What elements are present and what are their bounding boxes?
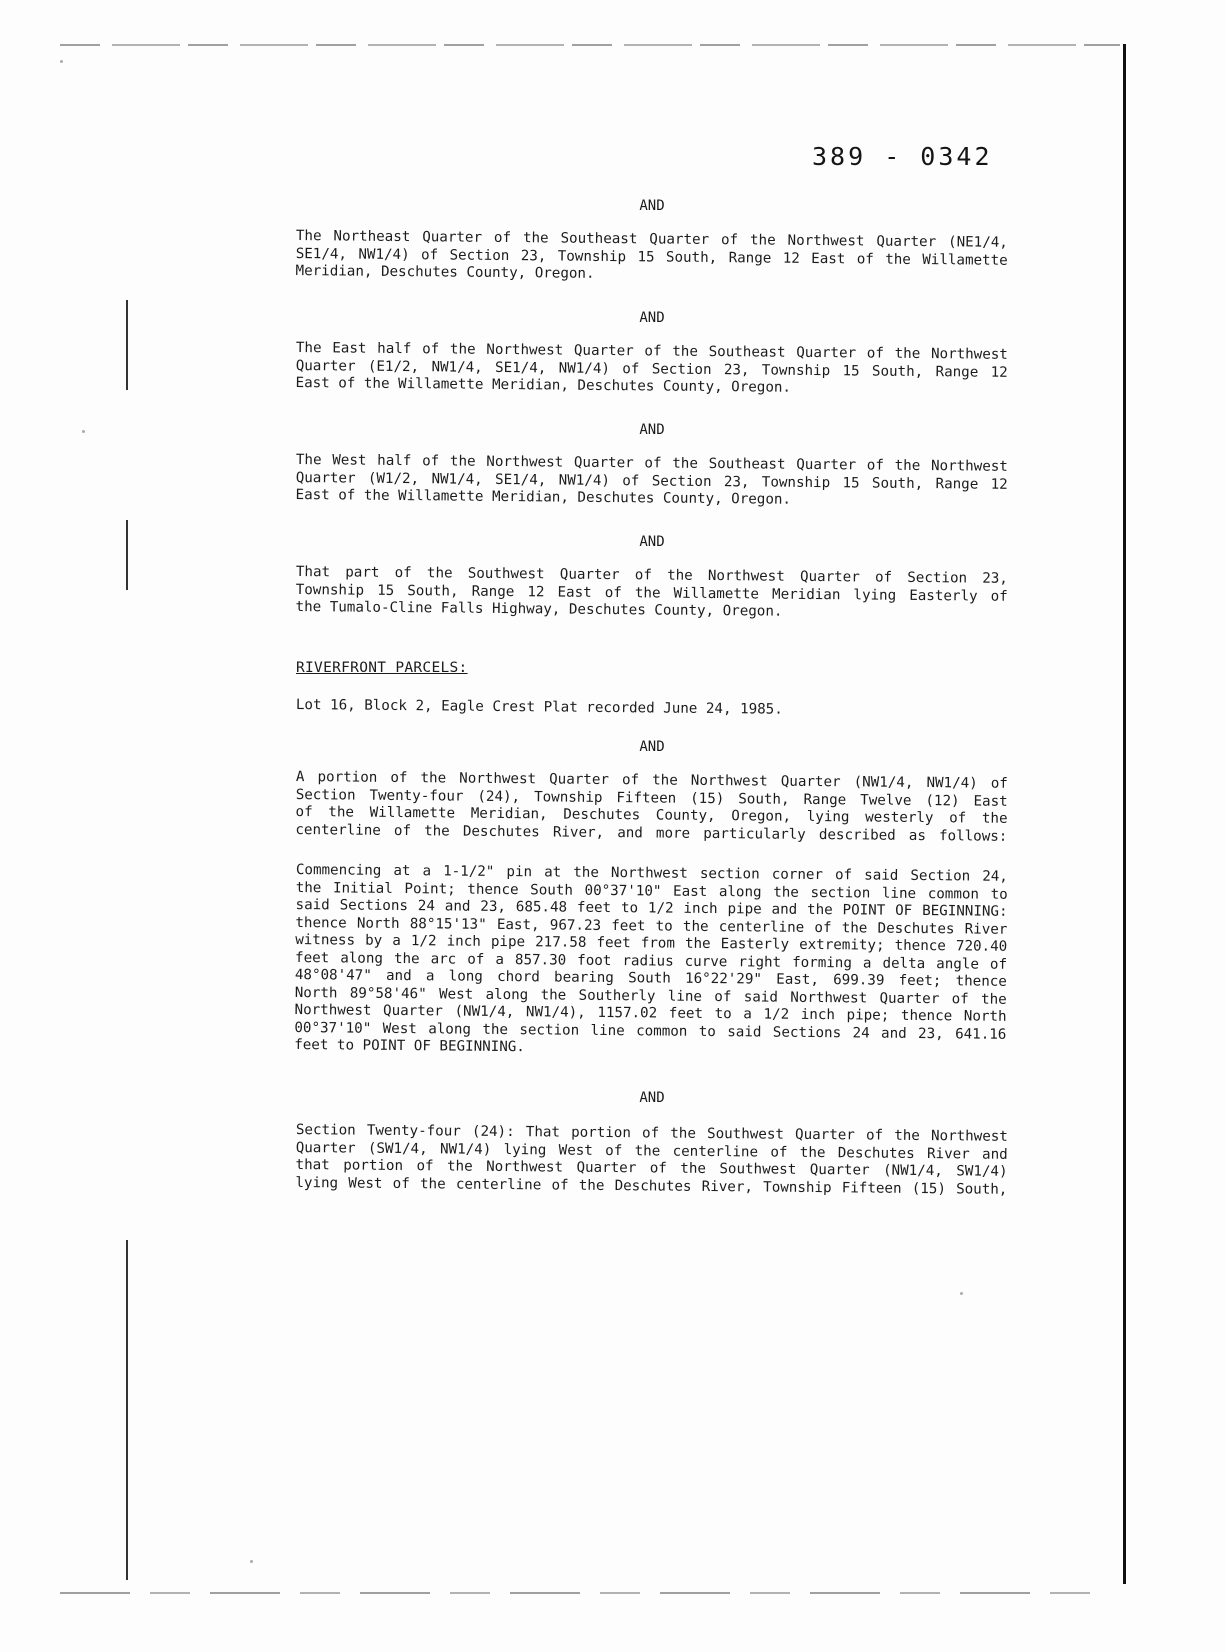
text-line: witness by a 1/2 inch pipe 217.58 feet from the Easterly extremity; thence 720.40 (295, 931, 1008, 955)
scan-left-mark (126, 300, 128, 390)
paragraph-west-half (295, 452, 1007, 511)
text-line: Section Twenty-four (24), Township Fifteen (15) South, Range Twelve (12) East (295, 786, 1008, 810)
scan-right-border (1123, 44, 1126, 1584)
page-number: 389 - 0342 (812, 142, 993, 171)
text-line: 00°37'10" West along the section line common to said Sections 24 and 23, 641.16 (294, 1019, 1007, 1043)
text-line: the Tumalo-Cline Falls Highway, Deschutes County, Oregon. (295, 598, 783, 620)
text-line: North 89°58'46" West along the Southerly line of said Northwest Quarter of the (294, 984, 1007, 1008)
text-line: Township 15 South, Range 12 East of the Willamette Meridian lying Easterly of (295, 581, 1008, 605)
paragraph-section-24 (295, 1122, 1008, 1199)
scan-speck (60, 60, 63, 63)
separator-and: AND (639, 422, 665, 438)
text-line: that portion of the Northwest Quarter of the Southwest Quarter (NW1/4, SW1/4) (295, 1156, 1008, 1180)
separator-and: AND (639, 739, 665, 755)
paragraph-metes-and-bounds (294, 862, 1008, 1061)
text-line: The West half of the Northwest Quarter of the Southeast Quarter of the Northwest (295, 452, 1008, 475)
scan-bottom-edge (60, 1592, 1110, 1594)
paragraph-lot-16 (296, 697, 1008, 721)
scan-left-mark (126, 1240, 128, 1580)
text-line: feet along the arc of a 857.30 foot radius curve right forming a delta angle of (295, 949, 1008, 973)
text-line: thence North 88°15'13" East, 967.23 feet to the centerline of the Deschutes River (295, 914, 1008, 938)
text-line: That part of the Southwest Quarter of the Northwest Quarter of Section 23, (295, 564, 1008, 587)
paragraph-nw-portion (295, 769, 1008, 846)
text-line: A portion of the Northwest Quarter of the Northwest Quarter (NW1/4, NW1/4) of (295, 769, 1008, 792)
separator-and: AND (639, 1090, 665, 1106)
text-line: The Northeast Quarter of the Southeast Quarter of the Northwest Quarter (NE1/4, (295, 228, 1008, 251)
scan-speck (960, 1292, 963, 1295)
text-line: the Initial Point; thence South 00°37'10" East along the section line common to (295, 879, 1008, 903)
text-line: SE1/4, NW1/4) of Section 23, Township 15 South, Range 12 East of the Willamette (295, 245, 1008, 269)
scan-speck (82, 430, 85, 433)
text-line: 48°08'47" and a long chord bearing South 16°22'29" East, 699.39 feet; thence (294, 966, 1007, 990)
text-line: feet to POINT OF BEGINNING. (294, 1036, 525, 1056)
text-line: The East half of the Northwest Quarter of the Southeast Quarter of the Northwest (295, 340, 1008, 363)
scan-top-edge (60, 44, 1120, 46)
text-line: Commencing at a 1-1/2" pin at the Northwest section corner of said Section 24, (295, 862, 1008, 885)
text-line: Lot 16, Block 2, Eagle Crest Plat recorded June 24, 1985. (295, 697, 783, 718)
paragraph-east-half (295, 340, 1007, 399)
text-line: Quarter (E1/2, NW1/4, SE1/4, NW1/4) of Section 23, Township 15 South, Range 12 (295, 357, 1008, 381)
text-line: of the Willamette Meridian, Deschutes County, Oregon, lying westerly of the (295, 803, 1008, 827)
scan-speck (250, 1560, 253, 1563)
scan-left-mark (126, 520, 128, 590)
text-line: East of the Willamette Meridian, Deschutes County, Oregon. (295, 374, 792, 396)
paragraph-southwest-quarter (295, 564, 1007, 623)
text-line: said Sections 24 and 23, 685.48 feet to 1/2 inch pipe and the POINT OF BEGINNING: (295, 896, 1008, 920)
separator-and: AND (639, 534, 665, 550)
text-line: Section Twenty-four (24): That portion of the Southwest Quarter of the Northwest (295, 1122, 1008, 1145)
text-line: Quarter (W1/2, NW1/4, SE1/4, NW1/4) of Section 23, Township 15 South, Range 12 (295, 469, 1008, 493)
separator-and: AND (639, 310, 665, 326)
paragraph-ne-quarter (295, 228, 1007, 287)
section-heading: RIVERFRONT PARCELS: (296, 660, 468, 676)
text-line: lying West of the centerline of the Deschutes River, Township Fifteen (15) South, (295, 1174, 1008, 1198)
text-line: Quarter (SW1/4, NW1/4) lying West of the centerline of the Deschutes River and (295, 1139, 1008, 1163)
separator-and: AND (639, 198, 665, 214)
text-line: Meridian, Deschutes County, Oregon. (295, 262, 595, 282)
text-line: centerline of the Deschutes River, and more particularly described as follows: (295, 821, 1008, 845)
text-line: Northwest Quarter (NW1/4, NW1/4), 1157.02 feet to a 1/2 inch pipe; thence North (294, 1001, 1007, 1025)
text-line: East of the Willamette Meridian, Deschutes County, Oregon. (295, 486, 792, 508)
